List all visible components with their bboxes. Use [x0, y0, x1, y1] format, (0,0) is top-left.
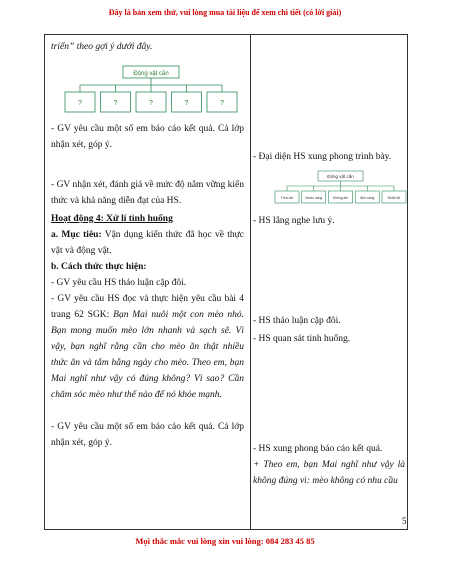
diagram2-child-label: Nước uống [305, 196, 323, 200]
method-title: b. Cách thức thực hiện: [51, 262, 147, 272]
student-listen: - HS lắng nghe lưu ý. [253, 216, 335, 226]
situation-paragraph [51, 291, 244, 403]
student-answer: + Theo em, bạn Mai nghĩ như vậy là không đúng vì: mèo không có nhu cầu [253, 460, 405, 486]
diagram-child-label: ? [149, 100, 153, 107]
top-banner: Đây là bản xem thử, vui lòng mua tài liệu để xem chi tiết (có lời giải) [108, 8, 342, 17]
student-observe: - HS quan sát tình huống. [253, 334, 351, 344]
diagram2-child-label: Nhiệt độ [387, 196, 401, 200]
student-present: - Đại diện HS xung phong trình bày. [253, 152, 392, 162]
diagram2-child-label: Không khí [332, 196, 349, 200]
diagram2-child-label: Thức ăn [280, 196, 294, 200]
activity-title: Hoạt động 4: Xử lí tình huống [51, 214, 173, 224]
diagram-root-label: Động vật cần [133, 71, 169, 77]
intro-text: triển” theo gợi ý dưới đây. [51, 42, 153, 52]
evaluation-paragraph: - GV nhận xét, đánh giá về mức độ nắm vững kiến thức và khả năng diễn đạt của HS. [51, 180, 244, 206]
goal-label: a. Mục tiêu: [51, 230, 102, 240]
animal-needs-diagram-filled [273, 169, 408, 209]
situation-lead: - GV yêu cầu HS đọc và thực hiện yêu cầu bài 4 trang 62 SGK: [51, 294, 244, 320]
pair-discussion-instruction: - GV yêu cầu HS thảo luận cặp đôi. [51, 278, 187, 288]
goal-text: Vận dụng kiến thức đã học về thực vật và động vật. [51, 230, 245, 256]
situation-text: Bạn Mai nuôi một con mèo nhỏ. Bạn mong muốn mèo lớn nhanh và sạch sẽ. Vì vậy, bạn nghĩ rằng cần cho mèo ăn thật nhiều thức ăn và tắm hằng ngày cho mèo. Theo em, bạn Mai nghĩ như vậy có đúng không? Vì sao? Cần chăm sóc mèo như thế nào để nó khỏe mạnh. [51, 310, 244, 400]
student-report: - HS xung phong báo cáo kết quả. [253, 444, 383, 454]
diagram-child-label: ? [184, 100, 189, 107]
diagram-child-label: ? [220, 100, 224, 107]
diagram-child-label: ? [78, 100, 82, 107]
diagram2-root-label: Động vật cần [327, 174, 354, 179]
animal-needs-diagram-blank [61, 63, 241, 117]
report-paragraph-2: - GV yêu cầu một số em báo cáo kết quả. Cả lớp nhận xét, góp ý. [51, 422, 244, 448]
diagram2-child-label: Ánh sáng [360, 196, 375, 200]
page-number: 5 [402, 516, 407, 526]
column-divider [250, 35, 251, 529]
bottom-banner: Mọi thắc mắc vui lòng xin vui lòng: 084 283 45 85 [135, 536, 315, 546]
student-pair-discuss: - HS thảo luận cặp đôi. [253, 316, 341, 326]
report-paragraph-1: - GV yêu cầu một số em báo cáo kết quả. Cả lớp nhận xét, góp ý. [51, 124, 244, 150]
goal-paragraph [51, 227, 244, 259]
lesson-table [44, 34, 408, 530]
diagram-child-label: ? [113, 100, 118, 107]
